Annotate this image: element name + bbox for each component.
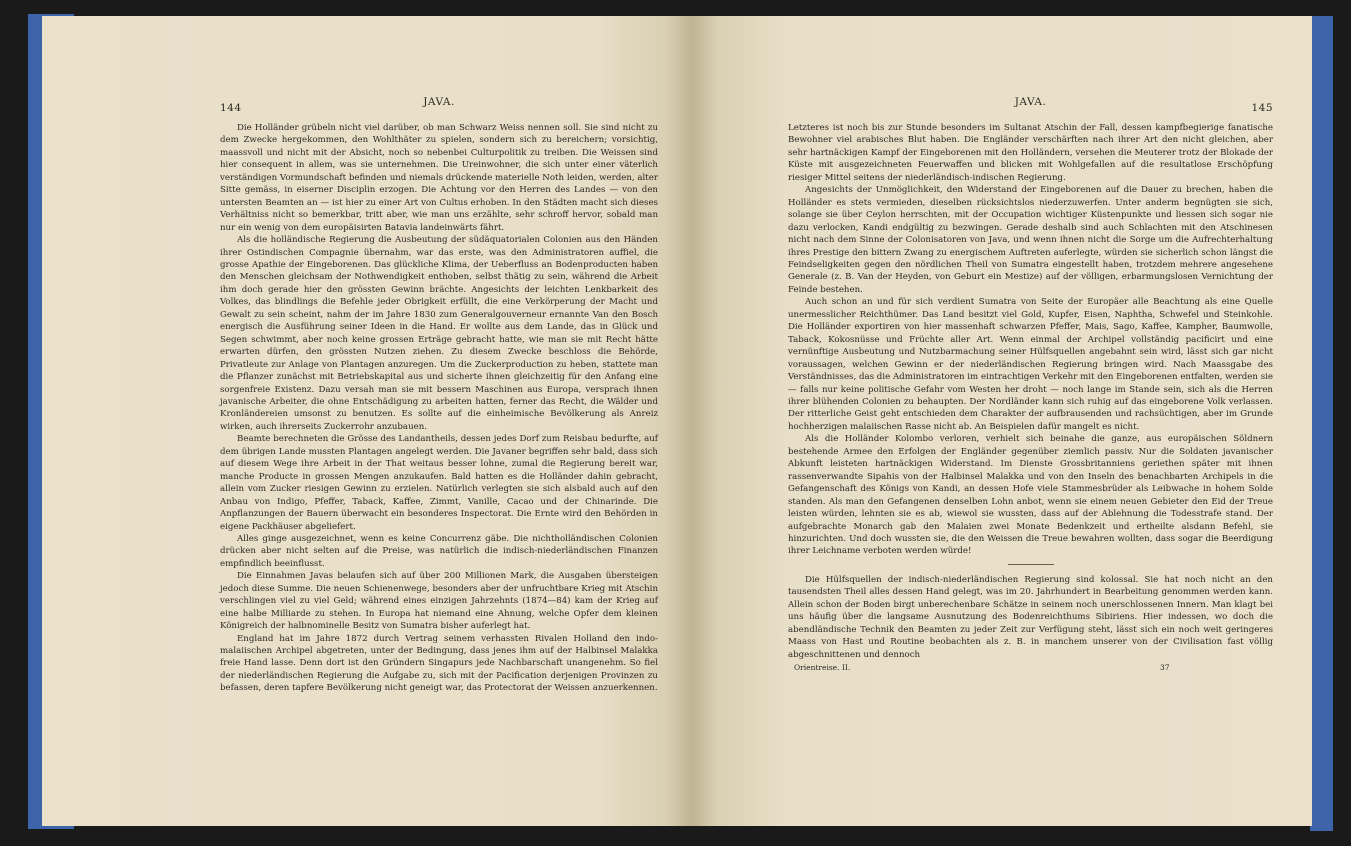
left-page-number: 144	[220, 102, 242, 114]
paragraph: England hat im Jahre 1872 durch Vertrag seinem verhassten Rivalen Holland den indo-malaiischen Archipel abgetreten, unter der Bedingung, dass jenes ihm auf der Halbinsel Malakka freie Hand lasse. Denn dort ist den Gründern Singapurs jede Nachbarschaft unangenehm. So fiel der niederländischen Regierung die Aufgabe zu, sich mit der Pacification derjenigen Provinzen zu befassen, deren tapfere Bevölkerung nicht geneigt war, das Protectorat der Weissen anzuerkennen.	[220, 633, 658, 694]
left-page-body	[220, 122, 658, 695]
paragraph: Alles ginge ausgezeichnet, wenn es keine Concurrenz gäbe. Die nichtholländischen Colonien drücken aber nicht selten auf die Preise, was natürlich die indisch-niederländischen Finanzen empfindlich beeinflusst.	[220, 533, 658, 569]
right-page-number: 145	[1251, 102, 1273, 114]
footer-sheet-number: 37	[1160, 663, 1170, 673]
paragraph: Als die holländische Regierung die Ausbeutung der südäquatorialen Colonien aus den Händen ihrer Ostindischen Compagnie übernahm, war das erste, was den Administratoren auffiel, die grosse Apathie der Eingeborenen. Das glückliche Klima, der Ueberfluss an Bodenproducten haben den Menschen gleichsam der Nothwendigkeit enthoben, selbst thätig zu sein, während die Arbeit ihm doch gerade hier den grössten Gewinn brächte. Angesichts der leichten Lenkbarkeit des Volkes, das blindlings die Befehle jeder Obrigkeit erfüllt, die eine Verkörperung der Macht und Gewalt zu sein scheint, nahm der im Jahre 1830 zum Generalgouverneur ernannte Van den Bosch energisch die Ausführung seiner Ideen in die Hand. Er wollte aus dem Lande, das in Glück und Segen schwimmt, aber noch keine grossen Erträge gebracht hatte, wie man sie mit Recht hätte erwarten dürfen, den grössten Nutzen ziehen. Zu diesem Zwecke beschloss die Behörde, Privatleute zur Anlage von Plantagen anzuregen. Um die Zuckerproduction zu heben, stattete man die Pflanzer zunächst mit Betriebskapital aus und sicherte ihnen gleichzeitig für den Anfang eine sorgenfreie Existenz. Dazu versah man sie mit bessern Maschinen aus Europa, versprach ihnen javanische Arbeiter, die ohne Entschädigung zu arbeiten hatten, ferner das Recht, die Wälder und Kronländereien umsonst zu benutzen. Es sollte auf die einheimische Bevölkerung als Anreiz wirken, auch ihrerseits Zuckerrohr anzubauen.	[220, 235, 658, 432]
right-binding-edge	[1310, 16, 1333, 831]
right-running-head: JAVA.	[1014, 96, 1047, 108]
left-page-header	[220, 96, 658, 120]
right-page-footer	[788, 663, 1273, 677]
paragraph: Angesichts der Unmöglichkeit, den Widerstand der Eingeborenen auf die Dauer zu brechen, haben die Holländer es stets vermieden, dieselben rücksichtslos niederzuwerfen. Unter anderm begnügten sie sich, solange sie über Ceylon herrschten, mit der Occupation wichtiger Küstenpunkte und liessen sich sogar nie dazu verlocken, Kandi endgültig zu bezwingen. Gerade deshalb sind auch Schlachten mit den Atschinesen nicht nach dem Sinne der Colonisatoren von Java, und wenn ihnen nicht die Sorge um die Aufrechterhaltung ihres Prestige den bittern Zwang zu energischem Auftreten auferlegte, würden sie sicherlich schon längst die Feindseligkeiten gegen den nördlichen Theil von Sumatra eingestellt haben, trotzdem mehrere angesehene Generale (z. B. Van der Heyden, von Geburt ein Mestize) auf der völligen, erbarmungslosen Vernichtung der Feinde bestehen.	[788, 185, 1273, 295]
right-page	[692, 16, 1312, 826]
section-divider	[1008, 564, 1054, 565]
paragraph: Die Hülfsquellen der indisch-niederländischen Regierung sind kolossal. Sie hat noch nicht an den tausendsten Theil alles dessen Hand gelegt, was im 20. Jahrhundert in Bearbeitung genommen werden kann. Allein schon der Boden birgt unberechenbare Schätze in seinem noch unerschlossenen Innern. Man klagt bei uns häufig über die langsame Ausnutzung des Bodenreichthums Sibiriens. Hier indessen, wo doch die abendländische Technik den Beamten zu jeder Zeit zur Verfügung steht, lässt sich ein noch weit geringeres Maass von Hast und Routine beobachten als z. B. in manchem unserer von der Civilisation fast völlig abgeschnittenen und dennoch	[788, 574, 1273, 660]
paragraph: Auch schon an und für sich verdient Sumatra von Seite der Europäer alle Beachtung als eine Quelle unermesslicher Reichthümer. Das Land besitzt viel Gold, Kupfer, Eisen, Naphtha, Schwefel und Steinkohle. Die Holländer exportiren von hier massenhaft schwarzen Pfeffer, Mais, Sago, Kaffee, Kampher, Baumwolle, Taback, Kokosnüsse und Früchte aller Art. Wenn einmal der Archipel vollständig pacificirt und eine vernünftige Ausbeutung und Nutzbarmachung seiner Hülfsquellen angebahnt sein wird, lässt sich gar nicht voraussagen, welchen Gewinn er der niederländischen Regierung bringen wird. Nach Maassgabe des Verständnisses, das die Administratoren im eintrachtigen Verkehr mit den Eingeborenen entfalten, werden sie — falls nur keine politische Gefahr vom Westen her droht — noch lange im Stande sein, sich als die Herren ihrer blühenden Colonien zu behaupten. Der Nordländer kann sich ruhig auf das eingeborene Volk verlassen. Der ritterliche Geist geht entschieden dem Charakter der aufbrausenden und rachsüchtigen, aber im Grunde hochherzigen malaiischen Rasse nicht ab. An Beispielen dafür mangelt es nicht.	[788, 297, 1273, 432]
paragraph: Die Holländer grübeln nicht viel darüber, ob man Schwarz Weiss nennen soll. Sie sind nicht zu dem Zwecke hergekommen, den Wohlthäter zu spielen, sondern sich zu bereichern; vorsichtig, maassvoll und nicht mit der Absicht, noch so nebenbei Culturpolitik zu treiben. Die Weissen sind hier consequent in allem, was sie unternehmen. Die Ureinwohner, die sich unter einer väterlich verständigen Vormundschaft befinden und niemals drückende materielle Noth leiden, werden, alter Sitte gemäss, in eiserner Disciplin erzogen. Die Achtung vor den Herren des Landes — von den untersten Beamten an — ist hier zu einer Art von Cultus erhoben. In den Städten macht sich dieses Verhältniss nicht so bemerkbar, tritt aber, wie man uns erzählte, sehr schroff hervor, sobald man nur ein wenig von dem europäisirten Batavia landeinwärts fährt.	[220, 123, 658, 233]
right-page-body	[788, 122, 1273, 661]
paragraph: Letzteres ist noch bis zur Stunde besonders im Sultanat Atschin der Fall, dessen kampfbegierige fanatische Bewohner viel arabisches Blut haben. Die Engländer verschärften nach ihrer Art den nicht gleichen, aber sehr hartnäckigen Kampf der Eingeborenen mit den Holländern, versehen die Meuterer trotz der Blokade der Küste mit ausgezeichneten Feuerwaffen und blicken mit Wohlgefallen auf die resultatlose Erschöpfung riesiger Mittel seitens der niederländisch-indischen Regierung.	[788, 123, 1273, 183]
footer-signature: Orientreise. II.	[794, 663, 851, 673]
paragraph: Die Einnahmen Javas belaufen sich auf über 200 Millionen Mark, die Ausgaben übersteigen jedoch diese Summe. Die neuen Schienenwege, besonders aber der unfruchtbare Krieg mit Atschin verschlingen viel zu viel Geld; während eines einzigen Jahrzehnts (1874—84) kam der Krieg auf eine halbe Milliarde zu stehen. In Europa hat niemand eine Ahnung, welche Opfer dem kleinen Königreich der halbnominelle Besitz von Sumatra bisher auferlegt hat.	[220, 571, 658, 632]
left-running-head: JAVA.	[423, 96, 455, 108]
left-page	[42, 16, 692, 826]
paragraph: Beamte berechneten die Grösse des Landantheils, dessen jedes Dorf zum Reisbau bedurfte, auf dem übrigen Lande mussten Plantagen angelegt werden. Die Javaner begriffen sehr bald, dass sich auf diesem Wege ihre Arbeit in der That weitaus besser lohne, zumal die Regierung bereit war, manche Producte in grossen Mengen anzukaufen. Bald hatten es die Holländer dahin gebracht, allein vom Zucker riesigen Gewinn zu erzielen. Natürlich verlegten sie sich alsbald auch auf den Anbau von Indigo, Pfeffer, Taback, Kaffee, Zimmt, Vanille, Cacao und der Chinarinde. Die Anpflanzungen der Bauern überwacht ein besonderes Inspectorat. Die Ernte wird den Behörden in eigene Packhäuser abgeliefert.	[220, 434, 658, 532]
right-page-header	[788, 96, 1273, 120]
paragraph: Als die Holländer Kolombo verloren, verhielt sich beinahe die ganze, aus europäischen Söldnern bestehende Armee den Erfolgen der Engländer gegenüber ziemlich passiv. Nur die Soldaten javanischer Abkunft leisteten hartnäckigen Widerstand. Im Dienste Grossbritanniens geriethen später mit ihnen rassenverwandte Sipahis von der Halbinsel Malakka und von den Inseln des benachbarten Archipels in die Gefangenschaft des Königs von Kandi, an dessen Hofe viele Stammesbrüder als Leibwache in hohem Solde standen. Als man den Gefangenen denselben Lohn anbot, wenn sie einem neuen Gebieter den Eid der Treue leisten würden, lehnten sie es ab, wiewol sie wussten, dass auf der Ablehnung die Todesstrafe stand. Der aufgebrachte Monarch gab den Malaien zwei Monate Bedenkzeit und ertheilte alsdann Befehl, sie hinzurichten. Und doch wussten sie, die den Weissen die Treue bewahren wollten, dass sogar die Beerdigung ihrer Leichname verboten werden würde!	[788, 434, 1273, 557]
